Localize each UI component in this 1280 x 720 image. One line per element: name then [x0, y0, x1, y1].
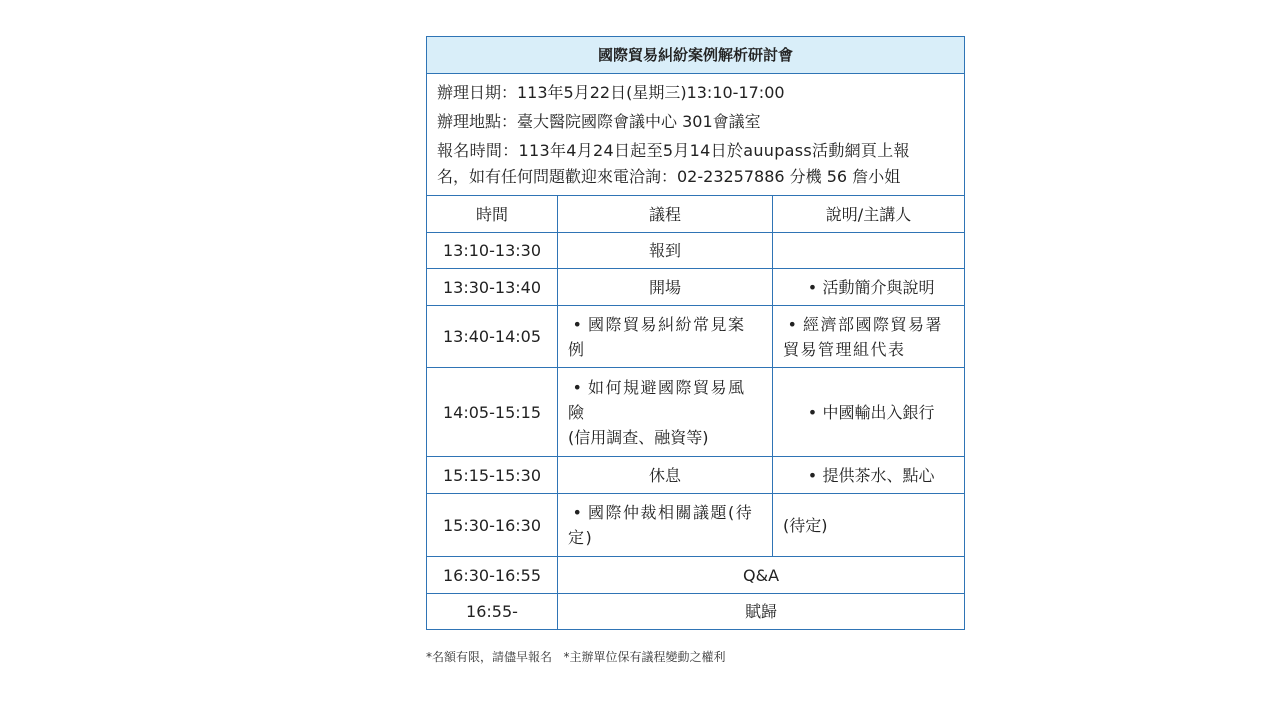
- title-row: [427, 37, 965, 74]
- agenda-text: 國際貿易糾紛常見案: [588, 314, 746, 334]
- row-time: 13:40-14:05: [427, 306, 558, 368]
- row-speaker: (待定): [773, 494, 965, 557]
- table-row: [427, 233, 965, 269]
- speaker-text: 經濟部國際貿易署: [803, 314, 944, 334]
- row-speaker: [773, 306, 965, 368]
- row-time: 15:15-15:30: [427, 457, 558, 494]
- row-time: 13:30-13:40: [427, 269, 558, 306]
- registration-line-2: 名，如有任何問題歡迎來電洽詢：02-23257886 分機 56 詹小姐: [437, 167, 901, 186]
- agenda-text: 例: [568, 339, 586, 359]
- row-agenda: [558, 368, 773, 457]
- row-agenda: 開場: [558, 269, 773, 306]
- bullet-icon: •: [807, 465, 818, 485]
- agenda-text: 定): [568, 528, 594, 547]
- row-time: 14:05-15:15: [427, 368, 558, 457]
- table-row: [427, 457, 965, 494]
- table-row: [427, 494, 965, 557]
- info-row: [427, 74, 965, 196]
- row-merged: Q&A: [558, 557, 965, 594]
- event-info: [427, 74, 965, 196]
- agenda-text: (信用調查、融資等): [568, 427, 709, 447]
- row-time: 15:30-16:30: [427, 494, 558, 557]
- bullet-icon: •: [787, 314, 799, 334]
- row-agenda: 休息: [558, 457, 773, 494]
- agenda-container: [426, 36, 964, 630]
- row-agenda: [558, 306, 773, 368]
- row-speaker: [773, 457, 965, 494]
- speaker-text: 活動簡介與說明: [822, 277, 935, 297]
- row-speaker: [773, 233, 965, 269]
- agenda-text: 險: [568, 402, 586, 422]
- table-row: [427, 594, 965, 630]
- row-speaker: [773, 269, 965, 306]
- row-agenda: [558, 494, 773, 557]
- row-time: 13:10-13:30: [427, 233, 558, 269]
- registration-line-1: 報名時間：113年4月24日起至5月14日於auupass活動網頁上報: [437, 141, 910, 160]
- agenda-text: 如何規避國際貿易風: [588, 377, 746, 397]
- speaker-text: 貿易管理組代表: [783, 339, 906, 359]
- bullet-icon: •: [572, 314, 584, 334]
- row-speaker: [773, 368, 965, 457]
- bullet-icon: •: [572, 377, 584, 397]
- header-row: [427, 196, 965, 233]
- table-row: [427, 269, 965, 306]
- event-date: 辦理日期：113年5月22日(星期三)13:10-17:00: [437, 83, 785, 102]
- agenda-text: 國際仲裁相關議題(待: [588, 503, 754, 522]
- header-time: 時間: [427, 196, 558, 233]
- table-row: [427, 368, 965, 457]
- row-time: 16:55-: [427, 594, 558, 630]
- table-row: [427, 557, 965, 594]
- row-merged: 賦歸: [558, 594, 965, 630]
- speaker-text: 中國輸出入銀行: [822, 402, 935, 422]
- table-row: [427, 306, 965, 368]
- row-agenda: 報到: [558, 233, 773, 269]
- event-title: 國際貿易糾紛案例解析研討會: [427, 37, 965, 74]
- header-speaker: 說明/主講人: [773, 196, 965, 233]
- bullet-icon: •: [807, 277, 818, 297]
- footnote: *名額有限，請儘早報名 *主辦單位保有議程變動之權利: [426, 650, 726, 664]
- event-location: 辦理地點：臺大醫院國際會議中心 301會議室: [437, 112, 761, 131]
- row-time: 16:30-16:55: [427, 557, 558, 594]
- agenda-table: [426, 36, 965, 630]
- bullet-icon: •: [807, 402, 818, 422]
- header-agenda: 議程: [558, 196, 773, 233]
- speaker-text: 提供茶水、點心: [822, 465, 935, 485]
- bullet-icon: •: [572, 503, 584, 522]
